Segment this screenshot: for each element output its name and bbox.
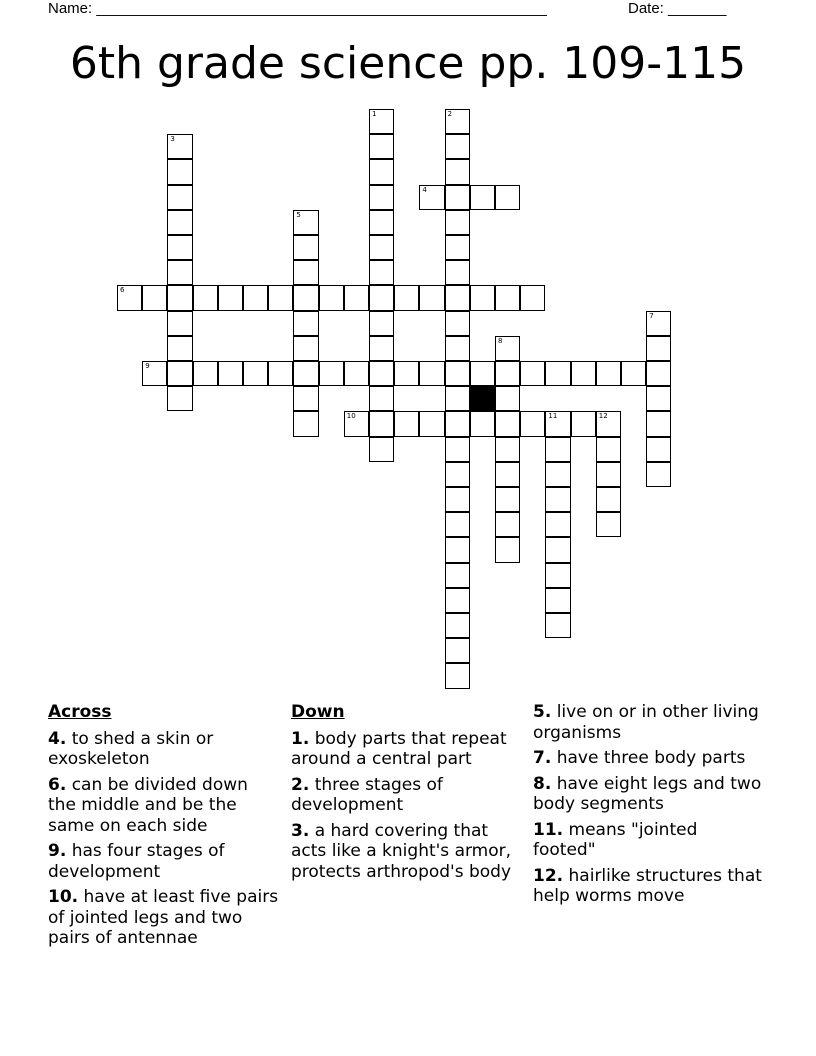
cell-number: 6 <box>120 286 125 295</box>
clue-item <box>48 841 280 882</box>
grid-cell[interactable] <box>646 361 671 386</box>
grid-cell[interactable] <box>445 361 470 386</box>
grid-cell[interactable] <box>470 185 495 210</box>
grid-cell[interactable] <box>445 462 470 487</box>
grid-cell[interactable] <box>646 311 671 336</box>
cell-number: 7 <box>649 311 654 320</box>
clue-text: have eight legs and two body segments <box>533 773 762 814</box>
name-field-label: Name: ______________________________________________________ <box>48 0 547 17</box>
cell-number: 1 <box>372 110 377 118</box>
clue-item <box>291 821 523 883</box>
down-clues-col1 <box>291 702 523 887</box>
grid-cell[interactable] <box>495 462 520 487</box>
grid-cell[interactable] <box>470 361 495 386</box>
grid-cell[interactable] <box>167 336 192 361</box>
grid-cell[interactable] <box>344 361 369 386</box>
grid-cell[interactable] <box>495 512 520 537</box>
clue-text: body parts that repeat around a central part <box>291 728 507 769</box>
grid-cell[interactable] <box>495 437 520 462</box>
grid-cell[interactable] <box>445 487 470 512</box>
clue-text: have at least five pairs of jointed legs and two pairs of antennae <box>48 887 279 948</box>
grid-cell[interactable] <box>117 285 142 310</box>
grid-cell[interactable] <box>545 437 570 462</box>
grid-cell[interactable] <box>545 563 570 588</box>
grid-cell[interactable] <box>470 411 495 436</box>
grid-cell[interactable] <box>369 411 394 436</box>
grid-cell[interactable] <box>369 285 394 310</box>
grid-cell[interactable] <box>520 411 545 436</box>
grid-cell[interactable] <box>445 134 470 159</box>
grid-cell[interactable] <box>445 185 470 210</box>
grid-cell[interactable] <box>167 185 192 210</box>
cell-number: 4 <box>422 185 427 194</box>
grid-cell[interactable] <box>293 311 318 336</box>
grid-cell[interactable] <box>268 361 293 386</box>
grid-cell[interactable] <box>167 235 192 260</box>
grid-cell[interactable] <box>445 336 470 361</box>
cell-number: 2 <box>447 110 453 118</box>
clue-number: 5. <box>533 702 552 722</box>
grid-cell[interactable] <box>596 411 621 436</box>
across-clues <box>48 702 280 954</box>
grid-cell[interactable] <box>545 588 570 613</box>
grid-cell[interactable] <box>545 512 570 537</box>
grid-cell[interactable] <box>218 285 243 310</box>
cell-number: 3 <box>170 135 175 144</box>
grid-cell[interactable] <box>445 235 470 260</box>
clue-text: a hard covering that acts like a knight's armor, protects arthropod's body <box>291 820 512 882</box>
grid-cell[interactable] <box>369 260 394 285</box>
grid-cell[interactable] <box>445 588 470 613</box>
grid-cell[interactable] <box>646 462 671 487</box>
clue-number: 4. <box>48 728 67 749</box>
grid-cell[interactable] <box>545 411 570 436</box>
grid-cell[interactable] <box>319 361 344 386</box>
grid-cell[interactable] <box>369 159 394 184</box>
clue-text: hairlike structures that help worms move <box>533 865 762 906</box>
grid-cell[interactable] <box>445 386 470 411</box>
grid-cell[interactable] <box>445 613 470 638</box>
clue-item <box>533 866 765 907</box>
grid-cell[interactable] <box>167 311 192 336</box>
clue-item <box>533 748 765 769</box>
clue-number: 7. <box>533 748 552 768</box>
clue-number: 10. <box>48 887 79 907</box>
grid-cell[interactable] <box>545 361 570 386</box>
grid-cell[interactable] <box>445 285 470 310</box>
grid-cell[interactable] <box>445 537 470 562</box>
grid-cell[interactable] <box>419 285 444 310</box>
grid-cell[interactable] <box>445 159 470 184</box>
grid-cell[interactable] <box>596 512 621 537</box>
grid-cell[interactable] <box>268 285 293 310</box>
grid-cell[interactable] <box>369 336 394 361</box>
grid-cell[interactable] <box>495 336 520 361</box>
grid-cell[interactable] <box>520 361 545 386</box>
grid-cell[interactable] <box>319 285 344 310</box>
blocked-cell <box>470 386 495 411</box>
down-clues-col2 <box>533 702 765 912</box>
grid-cell[interactable] <box>193 361 218 386</box>
grid-cell[interactable] <box>571 411 596 436</box>
clue-item <box>533 774 765 815</box>
grid-cell[interactable] <box>545 537 570 562</box>
grid-cell[interactable] <box>167 210 192 235</box>
grid-cell[interactable] <box>445 260 470 285</box>
grid-cell[interactable] <box>495 487 520 512</box>
grid-cell[interactable] <box>470 285 495 310</box>
grid-cell[interactable] <box>369 235 394 260</box>
grid-cell[interactable] <box>369 311 394 336</box>
clue-item <box>48 729 280 770</box>
grid-cell[interactable] <box>369 185 394 210</box>
clue-text: three stages of development <box>291 774 443 815</box>
grid-cell[interactable] <box>495 537 520 562</box>
clue-text: can be divided down the middle and be the same on each side <box>48 774 248 836</box>
clue-item <box>291 775 523 816</box>
grid-cell[interactable] <box>142 361 167 386</box>
grid-cell[interactable] <box>495 285 520 310</box>
grid-cell[interactable] <box>445 563 470 588</box>
grid-cell[interactable] <box>445 663 470 688</box>
grid-cell[interactable] <box>596 361 621 386</box>
grid-cell[interactable] <box>394 285 419 310</box>
grid-cell[interactable] <box>369 361 394 386</box>
grid-cell[interactable] <box>545 613 570 638</box>
grid-cell[interactable] <box>293 235 318 260</box>
grid-cell[interactable] <box>520 285 545 310</box>
grid-cell[interactable] <box>596 437 621 462</box>
clue-item <box>48 775 280 837</box>
clue-number: 2. <box>291 774 310 795</box>
grid-cell[interactable] <box>167 260 192 285</box>
clue-text: live on or in other living organisms <box>533 702 759 743</box>
grid-cell[interactable] <box>394 411 419 436</box>
clue-number: 1. <box>291 728 310 749</box>
grid-cell[interactable] <box>344 285 369 310</box>
grid-cell[interactable] <box>571 361 596 386</box>
grid-cell[interactable] <box>495 411 520 436</box>
grid-cell[interactable] <box>646 386 671 411</box>
grid-cell[interactable] <box>445 411 470 436</box>
grid-cell[interactable] <box>218 361 243 386</box>
across-heading: Across <box>48 702 112 722</box>
date-field-label: Date: _______ <box>628 0 727 17</box>
grid-cell[interactable] <box>445 512 470 537</box>
grid-cell[interactable] <box>243 285 268 310</box>
grid-cell[interactable] <box>369 210 394 235</box>
grid-cell[interactable] <box>419 185 444 210</box>
grid-cell[interactable] <box>167 159 192 184</box>
grid-cell[interactable] <box>445 109 470 134</box>
page-title: 6th grade science pp. 109-115 <box>69 38 747 89</box>
cell-number: 8 <box>498 336 503 345</box>
grid-cell[interactable] <box>293 411 318 436</box>
grid-cell[interactable] <box>545 487 570 512</box>
clue-item <box>48 887 280 949</box>
grid-cell[interactable] <box>293 285 318 310</box>
grid-cell[interactable] <box>621 361 646 386</box>
grid-cell[interactable] <box>193 285 218 310</box>
clue-number: 8. <box>533 773 552 794</box>
clue-text: have three body parts <box>551 748 746 768</box>
grid-cell[interactable] <box>293 336 318 361</box>
grid-cell[interactable] <box>369 386 394 411</box>
grid-cell[interactable] <box>495 361 520 386</box>
grid-cell[interactable] <box>445 311 470 336</box>
clue-number: 6. <box>48 774 67 795</box>
cell-number: 5 <box>296 210 301 219</box>
grid-cell[interactable] <box>167 386 192 411</box>
grid-cell[interactable] <box>142 285 167 310</box>
clue-item <box>533 702 765 743</box>
clue-text: has four stages of development <box>48 841 225 882</box>
grid-cell[interactable] <box>596 462 621 487</box>
cell-number: 12 <box>598 412 608 421</box>
grid-cell[interactable] <box>495 386 520 411</box>
grid-cell[interactable] <box>419 361 444 386</box>
grid-cell[interactable] <box>596 487 621 512</box>
grid-cell[interactable] <box>243 361 268 386</box>
down-heading: Down <box>291 702 345 722</box>
grid-cell[interactable] <box>646 411 671 436</box>
grid-cell[interactable] <box>495 185 520 210</box>
clue-text: to shed a skin or exoskeleton <box>48 728 214 769</box>
grid-cell[interactable] <box>293 386 318 411</box>
clue-number: 9. <box>48 841 67 861</box>
grid-cell[interactable] <box>545 462 570 487</box>
grid-cell[interactable] <box>293 361 318 386</box>
clue-text: means "jointed footed" <box>533 819 698 860</box>
grid-cell[interactable] <box>167 285 192 310</box>
grid-cell[interactable] <box>293 210 318 235</box>
cell-number: 9 <box>145 362 150 370</box>
clue-item <box>291 729 523 770</box>
grid-cell[interactable] <box>369 134 394 159</box>
clue-number: 11. <box>533 819 564 840</box>
grid-cell[interactable] <box>293 260 318 285</box>
cell-number: 11 <box>548 412 558 421</box>
grid-cell[interactable] <box>167 134 192 159</box>
clue-item <box>533 820 765 861</box>
cell-number: 10 <box>346 412 356 421</box>
grid-cell[interactable] <box>167 361 192 386</box>
grid-cell[interactable] <box>369 109 394 134</box>
grid-cell[interactable] <box>344 411 369 436</box>
grid-cell[interactable] <box>646 437 671 462</box>
grid-cell[interactable] <box>646 336 671 361</box>
grid-cell[interactable] <box>445 437 470 462</box>
grid-cell[interactable] <box>445 638 470 663</box>
grid-cell[interactable] <box>445 210 470 235</box>
clue-number: 3. <box>291 820 310 841</box>
grid-cell[interactable] <box>394 361 419 386</box>
grid-cell[interactable] <box>419 411 444 436</box>
grid-cell[interactable] <box>369 437 394 462</box>
clue-number: 12. <box>533 865 564 886</box>
